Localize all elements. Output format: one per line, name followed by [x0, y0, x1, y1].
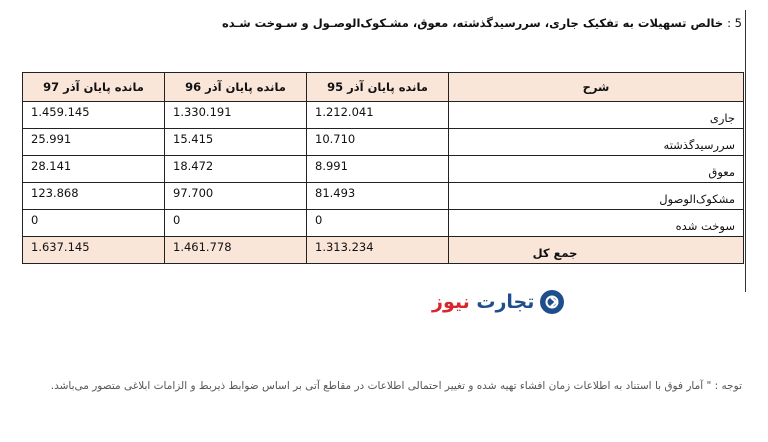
cell-value: 1.212.041 [307, 102, 449, 129]
row-label: معوق [449, 156, 744, 183]
cell-value: 81.493 [307, 183, 449, 210]
total-value: 1.637.145 [23, 237, 165, 264]
header-azar-96: مانده پایان آذر 96 [165, 73, 307, 102]
header-description: شرح [449, 73, 744, 102]
tejarat-news-logo [432, 285, 564, 319]
row-label: مشکوک‌الوصول [449, 183, 744, 210]
cell-value: 8.991 [307, 156, 449, 183]
cell-value: 0 [23, 210, 165, 237]
total-row [23, 237, 744, 264]
cell-value: 1.330.191 [165, 102, 307, 129]
total-label: جمع کل [449, 237, 744, 264]
header-azar-97: مانده پایان آذر 97 [23, 73, 165, 102]
margin-rule [745, 10, 746, 292]
cell-value: 15.415 [165, 129, 307, 156]
header-azar-95: مانده پایان آذر 95 [307, 73, 449, 102]
cell-value: 123.868 [23, 183, 165, 210]
cell-value: 97.700 [165, 183, 307, 210]
table-row [23, 102, 744, 129]
table-row [23, 129, 744, 156]
footnote: توجه : " آمار فوق با استناد به اطلاعات زمان افشاء تهیه شده و تغییر احتمالی اطلاعات در مقاطع آتی بر اساس ضوابط ذیربط و الزامات ابلاغی متصور می‌باشد. [50, 380, 742, 392]
row-label: جاری [449, 102, 744, 129]
table-row [23, 156, 744, 183]
cell-value: 18.472 [165, 156, 307, 183]
total-value: 1.313.234 [307, 237, 449, 264]
section-number: 5 : [727, 16, 742, 30]
document-title [222, 16, 742, 30]
section-title-text: خالص تسهیلات به تفکیک جاری، سررسیدگذشته، معوق، مشـکوک‌الوصـول و سـوخت شـده [221, 16, 724, 30]
cell-value: 0 [307, 210, 449, 237]
cell-value: 10.710 [307, 129, 449, 156]
table-header-row [23, 73, 744, 102]
row-label: سوخت شده [449, 210, 744, 237]
cell-value: 1.459.145 [23, 102, 165, 129]
row-label: سررسیدگذشته [449, 129, 744, 156]
table-row [23, 210, 744, 237]
table-row [23, 183, 744, 210]
cell-value: 25.991 [23, 129, 165, 156]
cell-value: 28.141 [23, 156, 165, 183]
logo-arrow-icon [540, 290, 564, 314]
logo-word-news: نیوز [432, 291, 470, 313]
loans-table [22, 72, 744, 264]
total-value: 1.461.778 [165, 237, 307, 264]
cell-value: 0 [165, 210, 307, 237]
logo-word-tejarat: تجارت [476, 291, 535, 313]
